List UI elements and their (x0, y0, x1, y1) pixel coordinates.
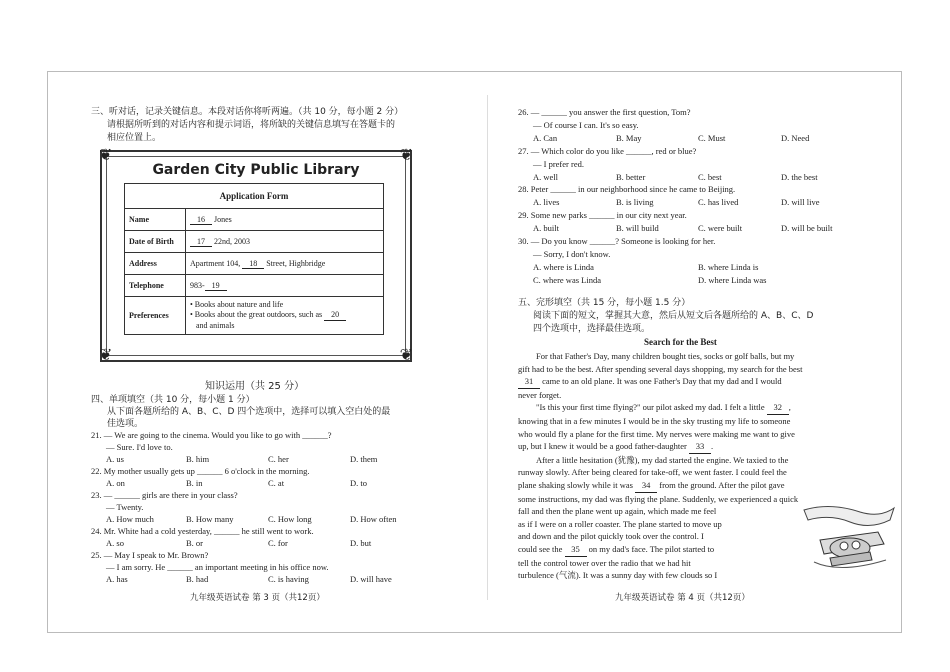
option[interactable]: D. will have (350, 574, 392, 584)
question-29-stem: 29. Some new parks ______ in our city next year. (518, 210, 687, 220)
question-26-reply: — Of course I can. It's so easy. (533, 120, 639, 130)
section3-heading: 三、听对话，记录关键信息。本段对话你将听两遍。（共 10 分，每小题 2 分） (91, 107, 404, 117)
option[interactable]: B. is living (616, 197, 654, 207)
option[interactable]: D. them (350, 454, 378, 464)
question-24-stem: 24. Mr. White had a cold yesterday, ______ he still went to work. (91, 526, 314, 536)
option[interactable]: D. but (350, 538, 372, 548)
option[interactable]: A. well (533, 172, 559, 182)
option[interactable]: B. had (186, 574, 209, 584)
passage: For that Father's Day, many children bought ties, socks or golf balls, but my gift had to be the best. After spending several days shopping, my search for the best 31 came to an old plane. It was one Father's Day that my dad and I would never forget. "Is this your first time flying?" our pilot asked my dad. I felt a little 32 , knowing that in a few minutes I would be in the sky trusting my life to someone who would fly a plane for the first time. My nerves were making me want to give up, but I knew it would be a good father-daughter 33 . After a little hesitation (犹豫), my dad started the engine. We taxied to the runway slowly. After being cleared for take-off, we went faster. I could feel the plane shaking slowly while it was 34 from the ground. After the pilot gave some instructions, my dad was flying the plane. Suddenly, we experienced a quick fall and then the plane went up again, which made me feel as if I were on a roller coaster. The plane started to move up and down and the pilot quickly took over the control. I could see the 35 on my dad's face. The pilot started to tell the control tower over the radio that we had hit turbulence (气流). It was a sunny day with few clouds so I (518, 351, 803, 581)
page-footer-right: 九年级英语试卷 第 4 页（共12页） (615, 593, 750, 603)
application-form-table (124, 183, 384, 335)
option[interactable]: A. built (533, 223, 559, 233)
option[interactable]: C. best (698, 172, 722, 182)
option[interactable]: C. at (268, 478, 285, 488)
option[interactable]: B. better (616, 172, 646, 182)
option[interactable]: A. us (106, 454, 124, 464)
question-23-reply: — Twenty. (106, 502, 144, 512)
option[interactable]: D. Need (781, 133, 810, 143)
airplane-illustration-icon (800, 500, 898, 576)
option[interactable]: C. Must (698, 133, 726, 143)
blank-17: 17 (190, 237, 212, 247)
option[interactable]: D. will be built (781, 223, 833, 233)
option[interactable]: B. May (616, 133, 642, 143)
question-25-reply: — I am sorry. He ______ an important meeting in his office now. (106, 562, 329, 572)
blank-18: 18 (242, 259, 264, 269)
option[interactable]: D. the best (781, 172, 818, 182)
option[interactable]: C. How long (268, 514, 312, 524)
question-30-reply: — Sorry, I don't know. (533, 249, 611, 259)
section5-instruction-2: 四个选项中，选择最佳选项。 (533, 324, 651, 334)
blank-35: 35 (565, 543, 587, 557)
option[interactable]: B. or (186, 538, 203, 548)
option[interactable]: B. How many (186, 514, 234, 524)
section5-instruction-1: 阅读下面的短文，掌握其大意，然后从短文后各题所给的 A、B、C、D (533, 311, 814, 321)
page-divider (487, 95, 488, 600)
question-23-stem: 23. — ______ girls are there in your class? (91, 490, 238, 500)
blank-31: 31 (518, 375, 540, 389)
passage-title: Search for the Best (644, 337, 717, 347)
question-28-stem: 28. Peter ______ in our neighborhood since he came to Beijing. (518, 184, 736, 194)
section4-instruction-2: 佳选项。 (107, 419, 144, 429)
option[interactable]: B. where Linda is (698, 262, 759, 272)
section4-instruction-1: 从下面各题所给的 A、B、C、D 四个选项中，选择可以填入空白处的最 (107, 407, 391, 417)
page-footer-left: 九年级英语试卷 第 3 页（共12页） (190, 593, 325, 603)
option[interactable]: C. is having (268, 574, 309, 584)
section4-heading: 四、单项填空（共 10 分，每小题 1 分） (91, 395, 255, 405)
option[interactable]: B. in (186, 478, 203, 488)
question-27-stem: 27. — Which color do you like ______, red or blue? (518, 146, 697, 156)
option[interactable]: D. where Linda was (698, 275, 767, 285)
option[interactable]: A. on (106, 478, 125, 488)
form-row-preferences: Preferences • Books about nature and life • Books about the great outdoors, such as 20 and animals (125, 297, 384, 335)
form-row-name: Name 16 Jones (125, 209, 384, 231)
knowledge-heading: 知识运用（共 25 分） (205, 381, 305, 392)
option[interactable]: A. has (106, 574, 128, 584)
option[interactable]: D. will live (781, 197, 820, 207)
library-title: Garden City Public Library (152, 162, 360, 178)
option[interactable]: C. where was Linda (533, 275, 601, 285)
ornament-corner-icon: ❦ (399, 347, 413, 364)
question-30-stem: 30. — Do you know ______? Someone is looking for her. (518, 236, 716, 246)
form-title: Application Form (125, 184, 384, 209)
question-22-stem: 22. My mother usually gets up ______ 6 o'clock in the morning. (91, 466, 310, 476)
option[interactable]: A. where is Linda (533, 262, 594, 272)
ornament-corner-icon: ❦ (399, 147, 413, 164)
ornament-corner-icon: ❦ (99, 347, 113, 364)
option[interactable]: C. for (268, 538, 288, 548)
option[interactable]: A. How much (106, 514, 154, 524)
option[interactable]: A. so (106, 538, 124, 548)
blank-34: 34 (635, 479, 657, 493)
question-25-stem: 25. — May I speak to Mr. Brown? (91, 550, 209, 560)
ornament-corner-icon: ❦ (99, 147, 113, 164)
form-row-dob: Date of Birth 17 22nd, 2003 (125, 231, 384, 253)
blank-33: 33 (689, 440, 711, 454)
section5-heading: 五、完形填空（共 15 分，每小题 1.5 分） (518, 298, 691, 308)
option[interactable]: A. Can (533, 133, 558, 143)
question-26-stem: 26. — ______ you answer the first question, Tom? (518, 107, 691, 117)
option[interactable]: D. to (350, 478, 367, 488)
section3-instruction-1: 请根据所听到的对话内容和提示词语，将所缺的关键信息填写在答题卡的 (107, 120, 396, 130)
option[interactable]: B. will build (616, 223, 659, 233)
blank-32: 32 (767, 401, 789, 415)
blank-20: 20 (324, 310, 346, 321)
question-21-stem: 21. — We are going to the cinema. Would you like to go with ______? (91, 430, 332, 440)
option[interactable]: D. How often (350, 514, 397, 524)
blank-19: 19 (205, 281, 227, 291)
question-21-reply: — Sure. I'd love to. (106, 442, 173, 452)
option[interactable]: A. lives (533, 197, 560, 207)
form-row-address: Address Apartment 104, 18 Street, Highbridge (125, 253, 384, 275)
section3-instruction-2: 相应位置上。 (107, 133, 162, 143)
blank-16: 16 (190, 215, 212, 225)
option[interactable]: C. were built (698, 223, 743, 233)
option[interactable]: C. has lived (698, 197, 739, 207)
option[interactable]: C. her (268, 454, 289, 464)
form-row-telephone: Telephone 983- 19 (125, 275, 384, 297)
option[interactable]: B. him (186, 454, 210, 464)
question-27-reply: — I prefer red. (533, 159, 584, 169)
